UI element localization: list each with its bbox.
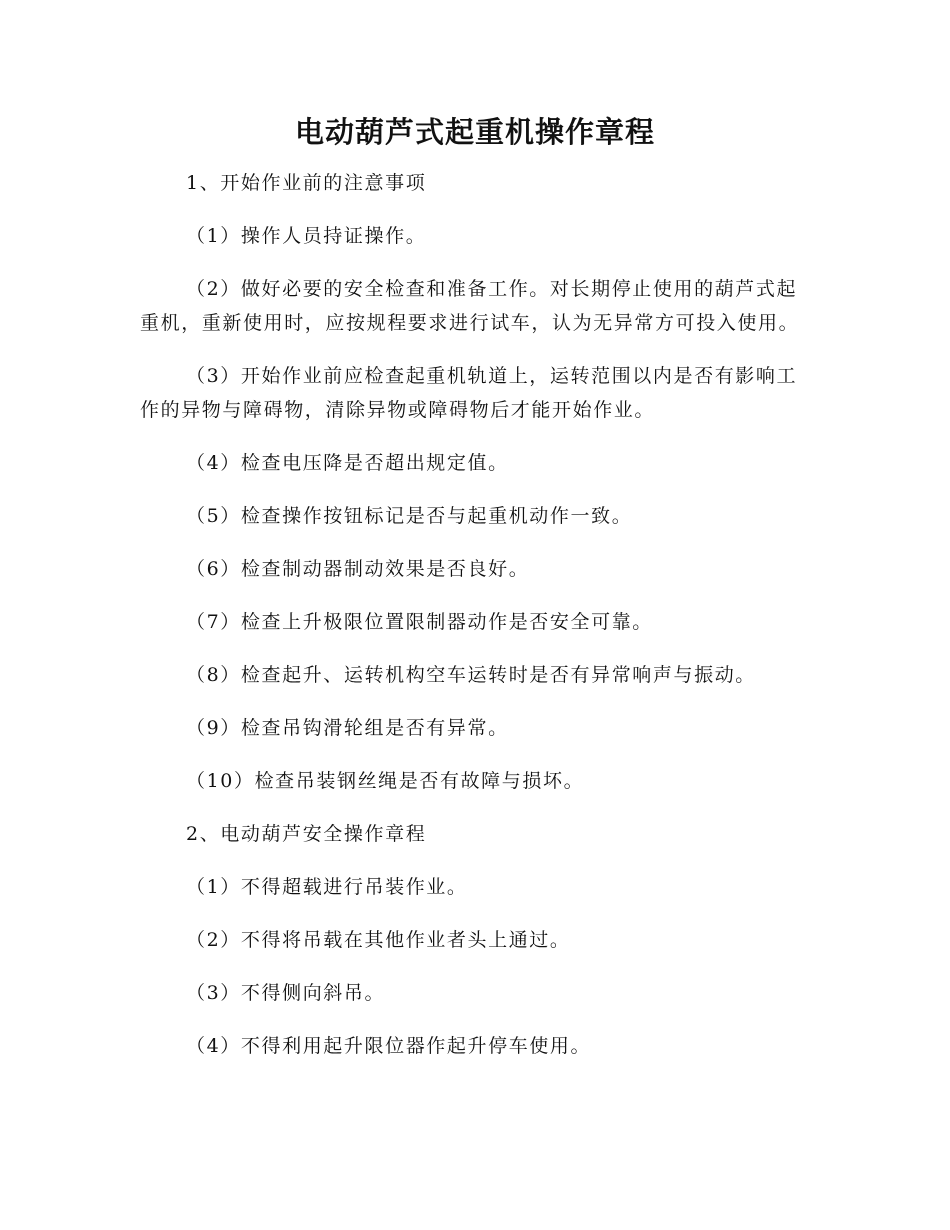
paragraph-item: （6）检查制动器制动效果是否良好。	[186, 558, 530, 580]
paragraph-item: （3）开始作业前应检查起重机轨道上，运转范围以内是否有影响工作的异物与障碍物，清除异物或障碍物后才能开始作业。	[140, 365, 798, 421]
section-heading-2: 2、电动葫芦安全操作章程	[186, 823, 427, 845]
paragraph-item: （2）不得将吊载在其他作业者头上通过。	[186, 929, 571, 951]
paragraph-item: （3）不得侧向斜吊。	[186, 982, 386, 1004]
paragraph-item: （1）操作人员持证操作。	[186, 225, 427, 247]
paragraph-item: （9）检查吊钩滑轮组是否有异常。	[186, 717, 509, 739]
paragraph-item: （8）检查起升、运转机构空车运转时是否有异常响声与振动。	[186, 664, 756, 686]
paragraph-item: （7）检查上升极限位置限制器动作是否安全可靠。	[186, 611, 653, 633]
section-heading-1: 1、开始作业前的注意事项	[186, 172, 427, 194]
document-body	[140, 166, 810, 1063]
paragraph-item: （4）不得利用起升限位器作起升停车使用。	[186, 1035, 592, 1057]
paragraph-item: （4）检查电压降是否超出规定值。	[186, 452, 509, 474]
paragraph-item: （10）检查吊装钢丝绳是否有故障与损坏。	[186, 770, 585, 792]
paragraph-item: （5）检查操作按钮标记是否与起重机动作一致。	[186, 505, 633, 527]
page-title: 电动葫芦式起重机操作章程	[294, 115, 655, 149]
paragraph-item: （1）不得超载进行吊装作业。	[186, 876, 468, 898]
paragraph-item: （2）做好必要的安全检查和准备工作。对长期停止使用的葫芦式起重机，重新使用时，应按规程要求进行试车，认为无异常方可投入使用。	[140, 278, 800, 334]
